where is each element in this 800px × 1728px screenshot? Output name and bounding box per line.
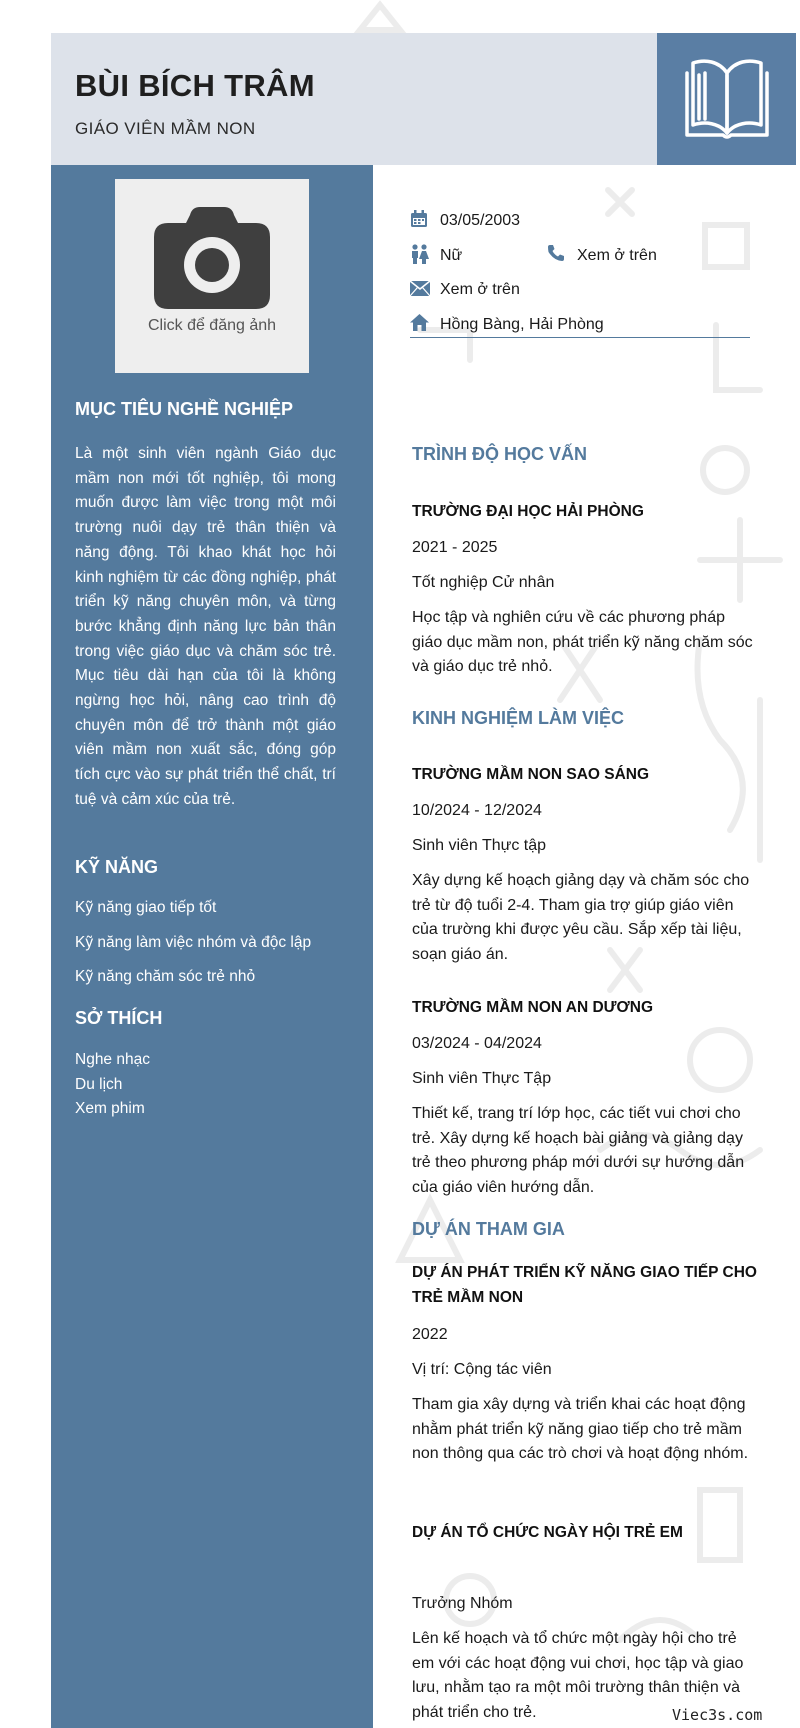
project-description: Tham gia xây dựng và triển khai các hoạt động nhằm phát triển kỹ năng giao tiếp cho trẻ mầm non thông qua các trò chơi và hoạt động nhóm. — [412, 1396, 749, 1462]
hobby-item: Nghe nhạc — [75, 1051, 150, 1068]
hobby-item: Xem phim — [75, 1100, 145, 1117]
project-description: Lên kế hoạch và tổ chức một ngày hội cho trẻ em với các hoạt động vui chơi, học tập và giao lưu, nhằm tạo ra một môi trường thân thiện và phát triển cho trẻ. — [412, 1630, 744, 1721]
objective-heading: MỤC TIÊU NGHỀ NGHIỆP — [75, 399, 294, 419]
phone-icon — [547, 244, 565, 262]
calendar-icon — [410, 210, 428, 228]
experience-role: Sinh viên Thực tập — [412, 837, 547, 854]
projects-heading: DỰ ÁN THAM GIA — [412, 1219, 565, 1239]
resume-page — [51, 33, 796, 1728]
photo-caption: Click để đăng ảnh — [147, 317, 277, 334]
logo-box — [657, 33, 796, 165]
candidate-name: BÙI BÍCH TRÂM — [75, 68, 315, 103]
gender-value: Nữ — [440, 247, 463, 264]
project-role: Vị trí: Cộng tác viên — [412, 1361, 552, 1378]
project-role: Trưởng Nhóm — [412, 1595, 513, 1612]
job-title: GIÁO VIÊN MẦM NON — [75, 119, 256, 138]
camera-icon — [154, 207, 270, 309]
contact-divider — [410, 337, 750, 338]
experience-org: TRƯỜNG MẦM NON AN DƯƠNG — [412, 999, 654, 1016]
sidebar — [51, 165, 373, 1728]
gender-icon — [410, 244, 430, 264]
birthday-value: 03/05/2003 — [440, 212, 521, 229]
hobby-item: Du lịch — [75, 1076, 123, 1093]
project-name: DỰ ÁN TỔ CHỨC NGÀY HỘI TRẺ EM — [412, 1524, 683, 1541]
experience-period: 10/2024 - 12/2024 — [412, 802, 542, 819]
project-name: DỰ ÁN PHÁT TRIỂN KỸ NĂNG GIAO TIẾP CHO TRẺ MẦM NON — [412, 1264, 757, 1306]
education-degree: Tốt nghiệp Cử nhân — [412, 574, 555, 591]
skill-item: Kỹ năng làm việc nhóm và độc lập — [75, 934, 312, 951]
experience-role: Sinh viên Thực Tập — [412, 1070, 552, 1087]
envelope-icon — [410, 281, 430, 296]
photo-placeholder[interactable] — [115, 179, 309, 373]
watermark: Viec3s.com — [672, 1706, 763, 1724]
email-value: Xem ở trên — [440, 281, 520, 298]
phone-value: Xem ở trên — [577, 247, 657, 264]
address-value: Hồng Bàng, Hải Phòng — [440, 316, 604, 333]
open-book-icon — [679, 51, 775, 147]
education-heading: TRÌNH ĐỘ HỌC VẤN — [412, 444, 587, 464]
experience-description: Thiết kế, trang trí lớp học, các tiết vui chơi cho trẻ. Xây dựng kế hoạch bài giảng và giảng dạy trẻ theo phương pháp mới dưới sự hướng dẫn của giáo viên hướng dẫn. — [412, 1105, 745, 1196]
skill-item: Kỹ năng chăm sóc trẻ nhỏ — [75, 968, 256, 985]
education-school: TRƯỜNG ĐẠI HỌC HẢI PHÒNG — [412, 503, 644, 520]
skills-heading: KỸ NĂNG — [75, 857, 159, 877]
experience-heading: KINH NGHIỆM LÀM VIỆC — [412, 708, 625, 728]
experience-org: TRƯỜNG MẦM NON SAO SÁNG — [412, 766, 650, 783]
project-year: 2022 — [412, 1326, 448, 1343]
education-period: 2021 - 2025 — [412, 539, 498, 556]
resume-header — [51, 33, 796, 165]
experience-period: 03/2024 - 04/2024 — [412, 1035, 542, 1052]
hobbies-heading: SỞ THÍCH — [75, 1008, 163, 1028]
objective-text: Là một sinh viên ngành Giáo dục mầm non mới tốt nghiệp, tôi mong muốn được làm việc trong một môi trường nuôi dạy trẻ thân thiện và năng động. Tôi khao khát học hỏi kinh nghiệm từ các đồng nghiệp, phát triển kỹ năng chuyên môn, và từng bước khẳng định năng lực bản thân trong việc giáo dục và chăm sóc trẻ. Mục tiêu dài hạn của tôi là không ngừng học hỏi, nâng cao trình độ chuyên môn để trở thành một giáo viên mầm non xuất sắc, đóng góp tích cực vào sự phát triển thể chất, trí tuệ và cảm xúc của trẻ. — [75, 445, 336, 808]
home-icon — [410, 314, 429, 331]
experience-description: Xây dựng kế hoạch giảng dạy và chăm sóc cho trẻ từ độ tuổi 2-4. Tham gia trợ giúp giáo viên của trường khi được yêu cầu. Sắp xếp tài liệu, soạn giáo án. — [412, 872, 750, 963]
education-description: Học tập và nghiên cứu về các phương pháp giáo dục mầm non, phát triển kỹ năng chăm sóc và giáo dục trẻ nhỏ. — [412, 609, 753, 675]
skill-item: Kỹ năng giao tiếp tốt — [75, 899, 217, 916]
